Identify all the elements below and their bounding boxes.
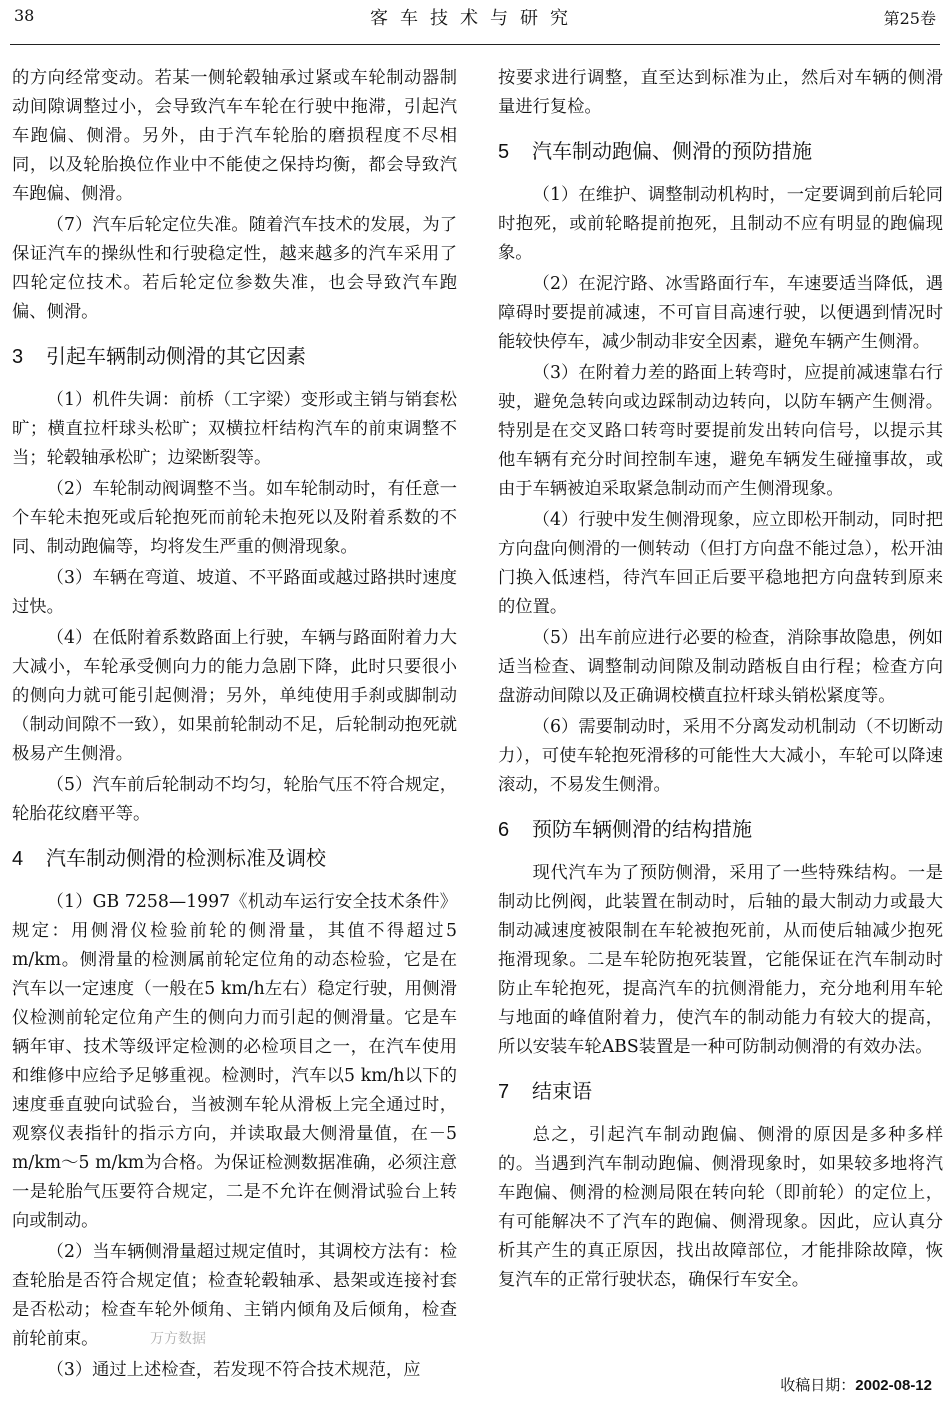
section-heading bbox=[498, 812, 943, 847]
right-column bbox=[498, 64, 943, 1297]
watermark-stamp: 万方数据 bbox=[150, 1331, 206, 1347]
body-paragraph: （3）通过上述检查，若发现不符合技术规范，应 bbox=[46, 1360, 421, 1380]
body-paragraph: 现代汽车为了预防侧滑，采用了一些特殊结构。一是制动比例阀，此装置在制动时，后轴的最大制动力或最大制动减速度被限制在车轮被抱死前，从而使后轴减少抱死拖滑现象。二是车轮防抱死装置，它能保证在汽车制动时防止车轮抱死，提高汽车的抗侧滑能力，充分地利用车轮与地面的峰值附着力，使汽车的制动能力有较大的提高，所以安装车轮ABS装置是一种可防制动侧滑的有效办法。 bbox=[498, 863, 943, 1057]
body-paragraph: （5）出车前应进行必要的检查，消除事故隐患，例如适当检查、调整制动间隙及制动踏板自由行程；检查方向盘游动间隙以及正确调校横直拉杆球头销松紧度等。 bbox=[498, 628, 943, 706]
body-paragraph: 的方向经常变动。若某一侧轮毂轴承过紧或车轮制动器制动间隙调整过小，会导致汽车车轮在行驶中拖滞，引起汽车跑偏、侧滑。另外，由于汽车轮胎的磨损程度不尽相同，以及轮胎换位作业中不能使之保持均衡，都会导致汽车跑偏、侧滑。 bbox=[12, 68, 457, 204]
journal-title: 客车技术与研究 bbox=[370, 8, 580, 29]
received-date-line bbox=[780, 1374, 932, 1395]
page-number: 38 bbox=[14, 6, 35, 25]
body-paragraph: （1）在维护、调整制动机构时，一定要调到前后轮同时抱死，或前轮略提前抱死，且制动不应有明显的跑偏现象。 bbox=[498, 185, 943, 263]
section-heading bbox=[498, 134, 943, 169]
body-paragraph: （1）机件失调：前桥（工字梁）变形或主销与销套松旷；横直拉杆球头松旷；双横拉杆结构汽车的前束调整不当；轮毂轴承松旷；边梁断裂等。 bbox=[12, 390, 457, 468]
section-heading bbox=[12, 339, 457, 374]
body-paragraph: （2）车轮制动阀调整不当。如车轮制动时，有任意一个车轮未抱死或后轮抱死而前轮未抱死以及附着系数的不同、制动跑偏等，均将发生严重的侧滑现象。 bbox=[12, 479, 457, 557]
body-paragraph: （5）汽车前后轮制动不均匀，轮胎气压不符合规定，轮胎花纹磨平等。 bbox=[12, 775, 457, 824]
section-number: 4 bbox=[12, 848, 24, 870]
left-column bbox=[12, 64, 457, 1387]
received-label: 收稿日期： bbox=[780, 1376, 856, 1394]
volume-label: 第25卷 bbox=[883, 9, 936, 28]
section-number: 3 bbox=[12, 346, 24, 368]
body-paragraph: （4）在低附着系数路面上行驶，车辆与路面附着力大大减小，车轮承受侧向力的能力急剧下降，此时只要很小的侧向力就可能引起侧滑；另外，单纯使用手刹或脚制动（制动间隙不一致），如果前轮制动不足，后轮制动抱死就极易产生侧滑。 bbox=[12, 628, 457, 764]
received-date: 2002-08-12 bbox=[855, 1377, 932, 1394]
section-title: 结束语 bbox=[532, 1079, 592, 1103]
body-paragraph: （3）车辆在弯道、坡道、不平路面或越过路拱时速度过快。 bbox=[12, 568, 457, 617]
body-paragraph: （7）汽车后轮定位失准。随着汽车技术的发展，为了保证汽车的操纵性和行驶稳定性，越来越多的汽车采用了四轮定位技术。若后轮定位参数失准，也会导致汽车跑偏、侧滑。 bbox=[12, 215, 457, 322]
body-paragraph: （2）当车辆侧滑量超过规定值时，其调校方法有：检查轮胎是否符合规定值；检查轮毂轴承、悬架或连接衬套是否松动；检查车轮外倾角、主销内倾角及后倾角，检查前轮前束。 bbox=[12, 1242, 457, 1349]
section-heading bbox=[12, 841, 457, 876]
section-heading bbox=[498, 1074, 943, 1109]
body-paragraph: 总之，引起汽车制动跑偏、侧滑的原因是多种多样的。当遇到汽车制动跑偏、侧滑现象时，如果较多地将汽车跑偏、侧滑的检测局限在转向轮（即前轮）的定位上，有可能解决不了汽车的跑偏、侧滑现象。因此，应认真分析其产生的真正原因，找出故障部位，才能排除故障，恢复汽车的正常行驶状态，确保行车安全。 bbox=[498, 1125, 943, 1290]
body-paragraph: （6）需要制动时，采用不分离发动机制动（不切断动力），可使车轮抱死滑移的可能性大大减小，车轮可以降速滚动，不易发生侧滑。 bbox=[498, 717, 943, 795]
body-paragraph: 按要求进行调整，直至达到标准为止，然后对车辆的侧滑量进行复检。 bbox=[498, 68, 943, 117]
section-title: 引起车辆制动侧滑的其它因素 bbox=[46, 344, 306, 368]
body-paragraph: （2）在泥泞路、冰雪路面行车，车速要适当降低，遇障碍时要提前减速，不可盲目高速行驶，以便遇到情况时能较快停车，减少制动非安全因素，避免车辆产生侧滑。 bbox=[498, 274, 943, 352]
section-title: 预防车辆侧滑的结构措施 bbox=[532, 817, 752, 841]
body-paragraph: （1）GB 7258—1997《机动车运行安全技术条件》规定：用侧滑仪检验前轮的侧滑量，其值不得超过5 m/km。侧滑量的检测属前轮定位角的动态检验，它是在汽车以一定速度（一般在5 km/h左右）稳定行驶，用侧滑仪检测前轮定位角产生的侧向力而引起的侧滑量。它是车辆年审、技术等级评定检测的必检项目之一，在汽车使用和维修中应给予足够重视。检测时，汽车以5 km/h以下的速度垂直驶向试验台，当被测车轮从滑板上完全通过时，观察仪表指针的指示方向，并读取最大侧滑量值，在－5 m/km～5 m/km为合格。为保证检测数据准确，必须注意一是轮胎气压要符合规定，二是不允许在侧滑试验台上转向或制动。 bbox=[12, 892, 457, 1231]
running-header bbox=[10, 0, 940, 45]
body-paragraph: （3）在附着力差的路面上转弯时，应提前减速靠右行驶，避免急转向或边踩制动边转向，以防车辆产生侧滑。特别是在交叉路口转弯时要提前发出转向信号，以提示其他车辆有充分时间控制车速，避免车辆发生碰撞事故，或由于车辆被迫采取紧急制动而产生侧滑现象。 bbox=[498, 363, 943, 499]
section-number: 5 bbox=[498, 141, 510, 163]
section-number: 6 bbox=[498, 819, 510, 841]
section-title: 汽车制动跑偏、侧滑的预防措施 bbox=[532, 139, 812, 163]
section-title: 汽车制动侧滑的检测标准及调校 bbox=[46, 846, 326, 870]
section-number: 7 bbox=[498, 1081, 510, 1103]
body-paragraph: （4）行驶中发生侧滑现象，应立即松开制动，同时把方向盘向侧滑的一侧转动（但打方向盘不能过急），松开油门换入低速档，待汽车回正后要平稳地把方向盘转到原来的位置。 bbox=[498, 510, 943, 617]
